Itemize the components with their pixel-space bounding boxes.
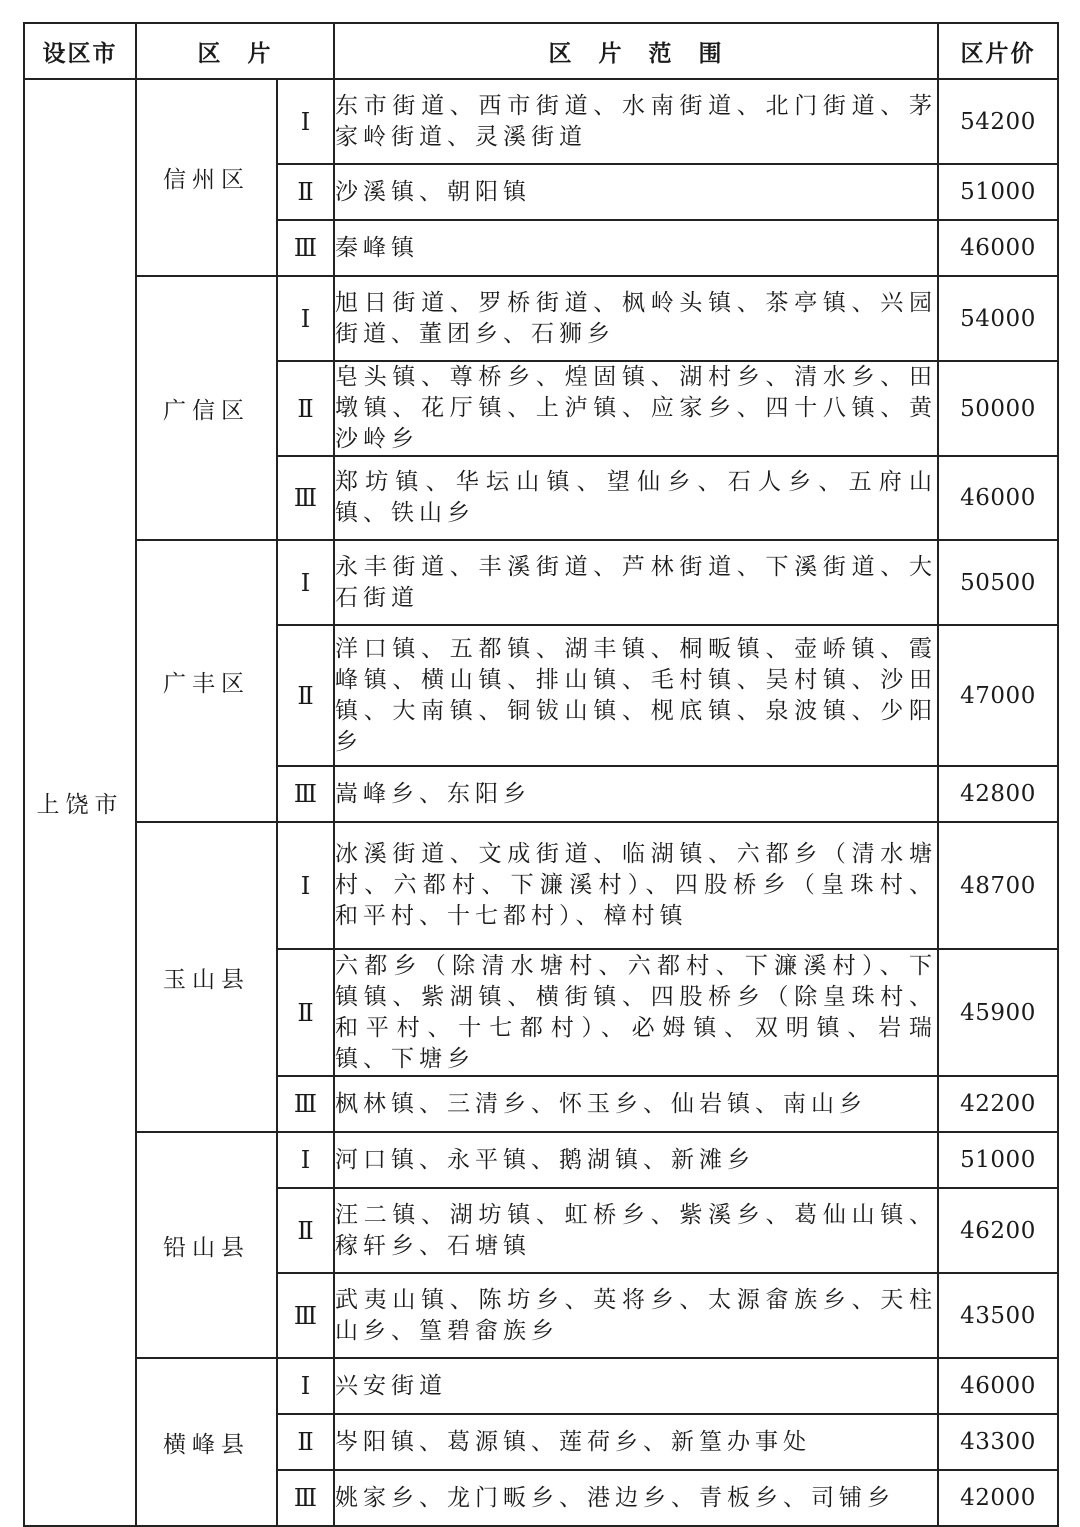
header-district: 区 片 — [136, 23, 334, 79]
price-cell: 42800 — [938, 766, 1058, 822]
price-cell: 50000 — [938, 361, 1058, 456]
scope-cell: 郑坊镇、华坛山镇、望仙乡、石人乡、五府山镇、铁山乡 — [334, 456, 938, 540]
header-city: 设区市 — [24, 23, 136, 79]
scope-cell: 岑阳镇、葛源镇、莲荷乡、新篁办事处 — [334, 1414, 938, 1470]
district-cell: 横峰县 — [136, 1358, 277, 1526]
grade-cell: Ⅰ — [277, 276, 334, 361]
price-cell: 50500 — [938, 540, 1058, 625]
scope-cell: 旭日街道、罗桥街道、枫岭头镇、茶亭镇、兴园街道、董团乡、石狮乡 — [334, 276, 938, 361]
district-cell: 玉山县 — [136, 822, 277, 1132]
table-row — [24, 1132, 1058, 1188]
scope-cell: 沙溪镇、朝阳镇 — [334, 164, 938, 220]
grade-cell: Ⅱ — [277, 625, 334, 766]
grade-cell: Ⅲ — [277, 766, 334, 822]
price-cell: 47000 — [938, 625, 1058, 766]
price-cell: 42000 — [938, 1470, 1058, 1526]
price-cell: 46000 — [938, 1358, 1058, 1414]
scope-cell: 河口镇、永平镇、鹅湖镇、新滩乡 — [334, 1132, 938, 1188]
scope-cell: 洋口镇、五都镇、湖丰镇、桐畈镇、壶峤镇、霞峰镇、横山镇、排山镇、毛村镇、吴村镇、沙田镇、大南镇、铜钹山镇、枧底镇、泉波镇、少阳乡 — [334, 625, 938, 766]
district-cell: 广信区 — [136, 276, 277, 540]
grade-cell: Ⅲ — [277, 1273, 334, 1358]
grade-cell: Ⅲ — [277, 1076, 334, 1132]
price-cell: 46000 — [938, 456, 1058, 540]
grade-cell: Ⅱ — [277, 1188, 334, 1273]
grade-cell: Ⅲ — [277, 456, 334, 540]
scope-cell: 皂头镇、尊桥乡、煌固镇、湖村乡、清水乡、田墩镇、花厅镇、上泸镇、应家乡、四十八镇、黄沙岭乡 — [334, 361, 938, 456]
scope-cell: 武夷山镇、陈坊乡、英将乡、太源畲族乡、天柱山乡、篁碧畲族乡 — [334, 1273, 938, 1358]
grade-cell: Ⅱ — [277, 361, 334, 456]
grade-cell: Ⅰ — [277, 1358, 334, 1414]
grade-cell: Ⅰ — [277, 1132, 334, 1188]
table-row — [24, 79, 1058, 164]
table-row — [24, 1358, 1058, 1414]
price-cell: 43300 — [938, 1414, 1058, 1470]
header-scope: 区 片 范 围 — [334, 23, 938, 79]
price-cell: 42200 — [938, 1076, 1058, 1132]
grade-cell: Ⅲ — [277, 220, 334, 276]
price-cell: 43500 — [938, 1273, 1058, 1358]
price-cell: 46200 — [938, 1188, 1058, 1273]
table-row — [24, 276, 1058, 361]
district-cell: 广丰区 — [136, 540, 277, 822]
header-price: 区片价 — [938, 23, 1058, 79]
grade-cell: Ⅱ — [277, 1414, 334, 1470]
district-cell: 铅山县 — [136, 1132, 277, 1358]
scope-cell: 姚家乡、龙门畈乡、港边乡、青板乡、司铺乡 — [334, 1470, 938, 1526]
district-cell: 信州区 — [136, 79, 277, 276]
scope-cell: 秦峰镇 — [334, 220, 938, 276]
scope-cell: 六都乡（除清水塘村、六都村、下濂溪村）、下镇镇、紫湖镇、横街镇、四股桥乡（除皇珠村、和平村、十七都村）、必姆镇、双明镇、岩瑞镇、下塘乡 — [334, 949, 938, 1076]
scope-cell: 永丰街道、丰溪街道、芦林街道、下溪街道、大石街道 — [334, 540, 938, 625]
price-cell: 51000 — [938, 1132, 1058, 1188]
grade-cell: Ⅰ — [277, 79, 334, 164]
grade-cell: Ⅱ — [277, 164, 334, 220]
price-cell: 45900 — [938, 949, 1058, 1076]
grade-cell: Ⅱ — [277, 949, 334, 1076]
price-cell: 51000 — [938, 164, 1058, 220]
table-row — [24, 822, 1058, 949]
scope-cell: 嵩峰乡、东阳乡 — [334, 766, 938, 822]
price-cell: 46000 — [938, 220, 1058, 276]
price-cell: 48700 — [938, 822, 1058, 949]
city-cell: 上饶市 — [24, 79, 136, 1526]
grade-cell: Ⅰ — [277, 540, 334, 625]
scope-cell: 冰溪街道、文成街道、临湖镇、六都乡（清水塘村、六都村、下濂溪村）、四股桥乡（皇珠村、和平村、十七都村）、樟村镇 — [334, 822, 938, 949]
scope-cell: 枫林镇、三清乡、怀玉乡、仙岩镇、南山乡 — [334, 1076, 938, 1132]
scope-cell: 兴安街道 — [334, 1358, 938, 1414]
grade-cell: Ⅰ — [277, 822, 334, 949]
price-cell: 54200 — [938, 79, 1058, 164]
price-cell: 54000 — [938, 276, 1058, 361]
land-price-table — [23, 22, 1059, 1527]
scope-cell: 汪二镇、湖坊镇、虹桥乡、紫溪乡、葛仙山镇、稼轩乡、石塘镇 — [334, 1188, 938, 1273]
header-row — [24, 23, 1058, 79]
table-row — [24, 540, 1058, 625]
table-body — [24, 79, 1058, 1526]
grade-cell: Ⅲ — [277, 1470, 334, 1526]
scope-cell: 东市街道、西市街道、水南街道、北门街道、茅家岭街道、灵溪街道 — [334, 79, 938, 164]
